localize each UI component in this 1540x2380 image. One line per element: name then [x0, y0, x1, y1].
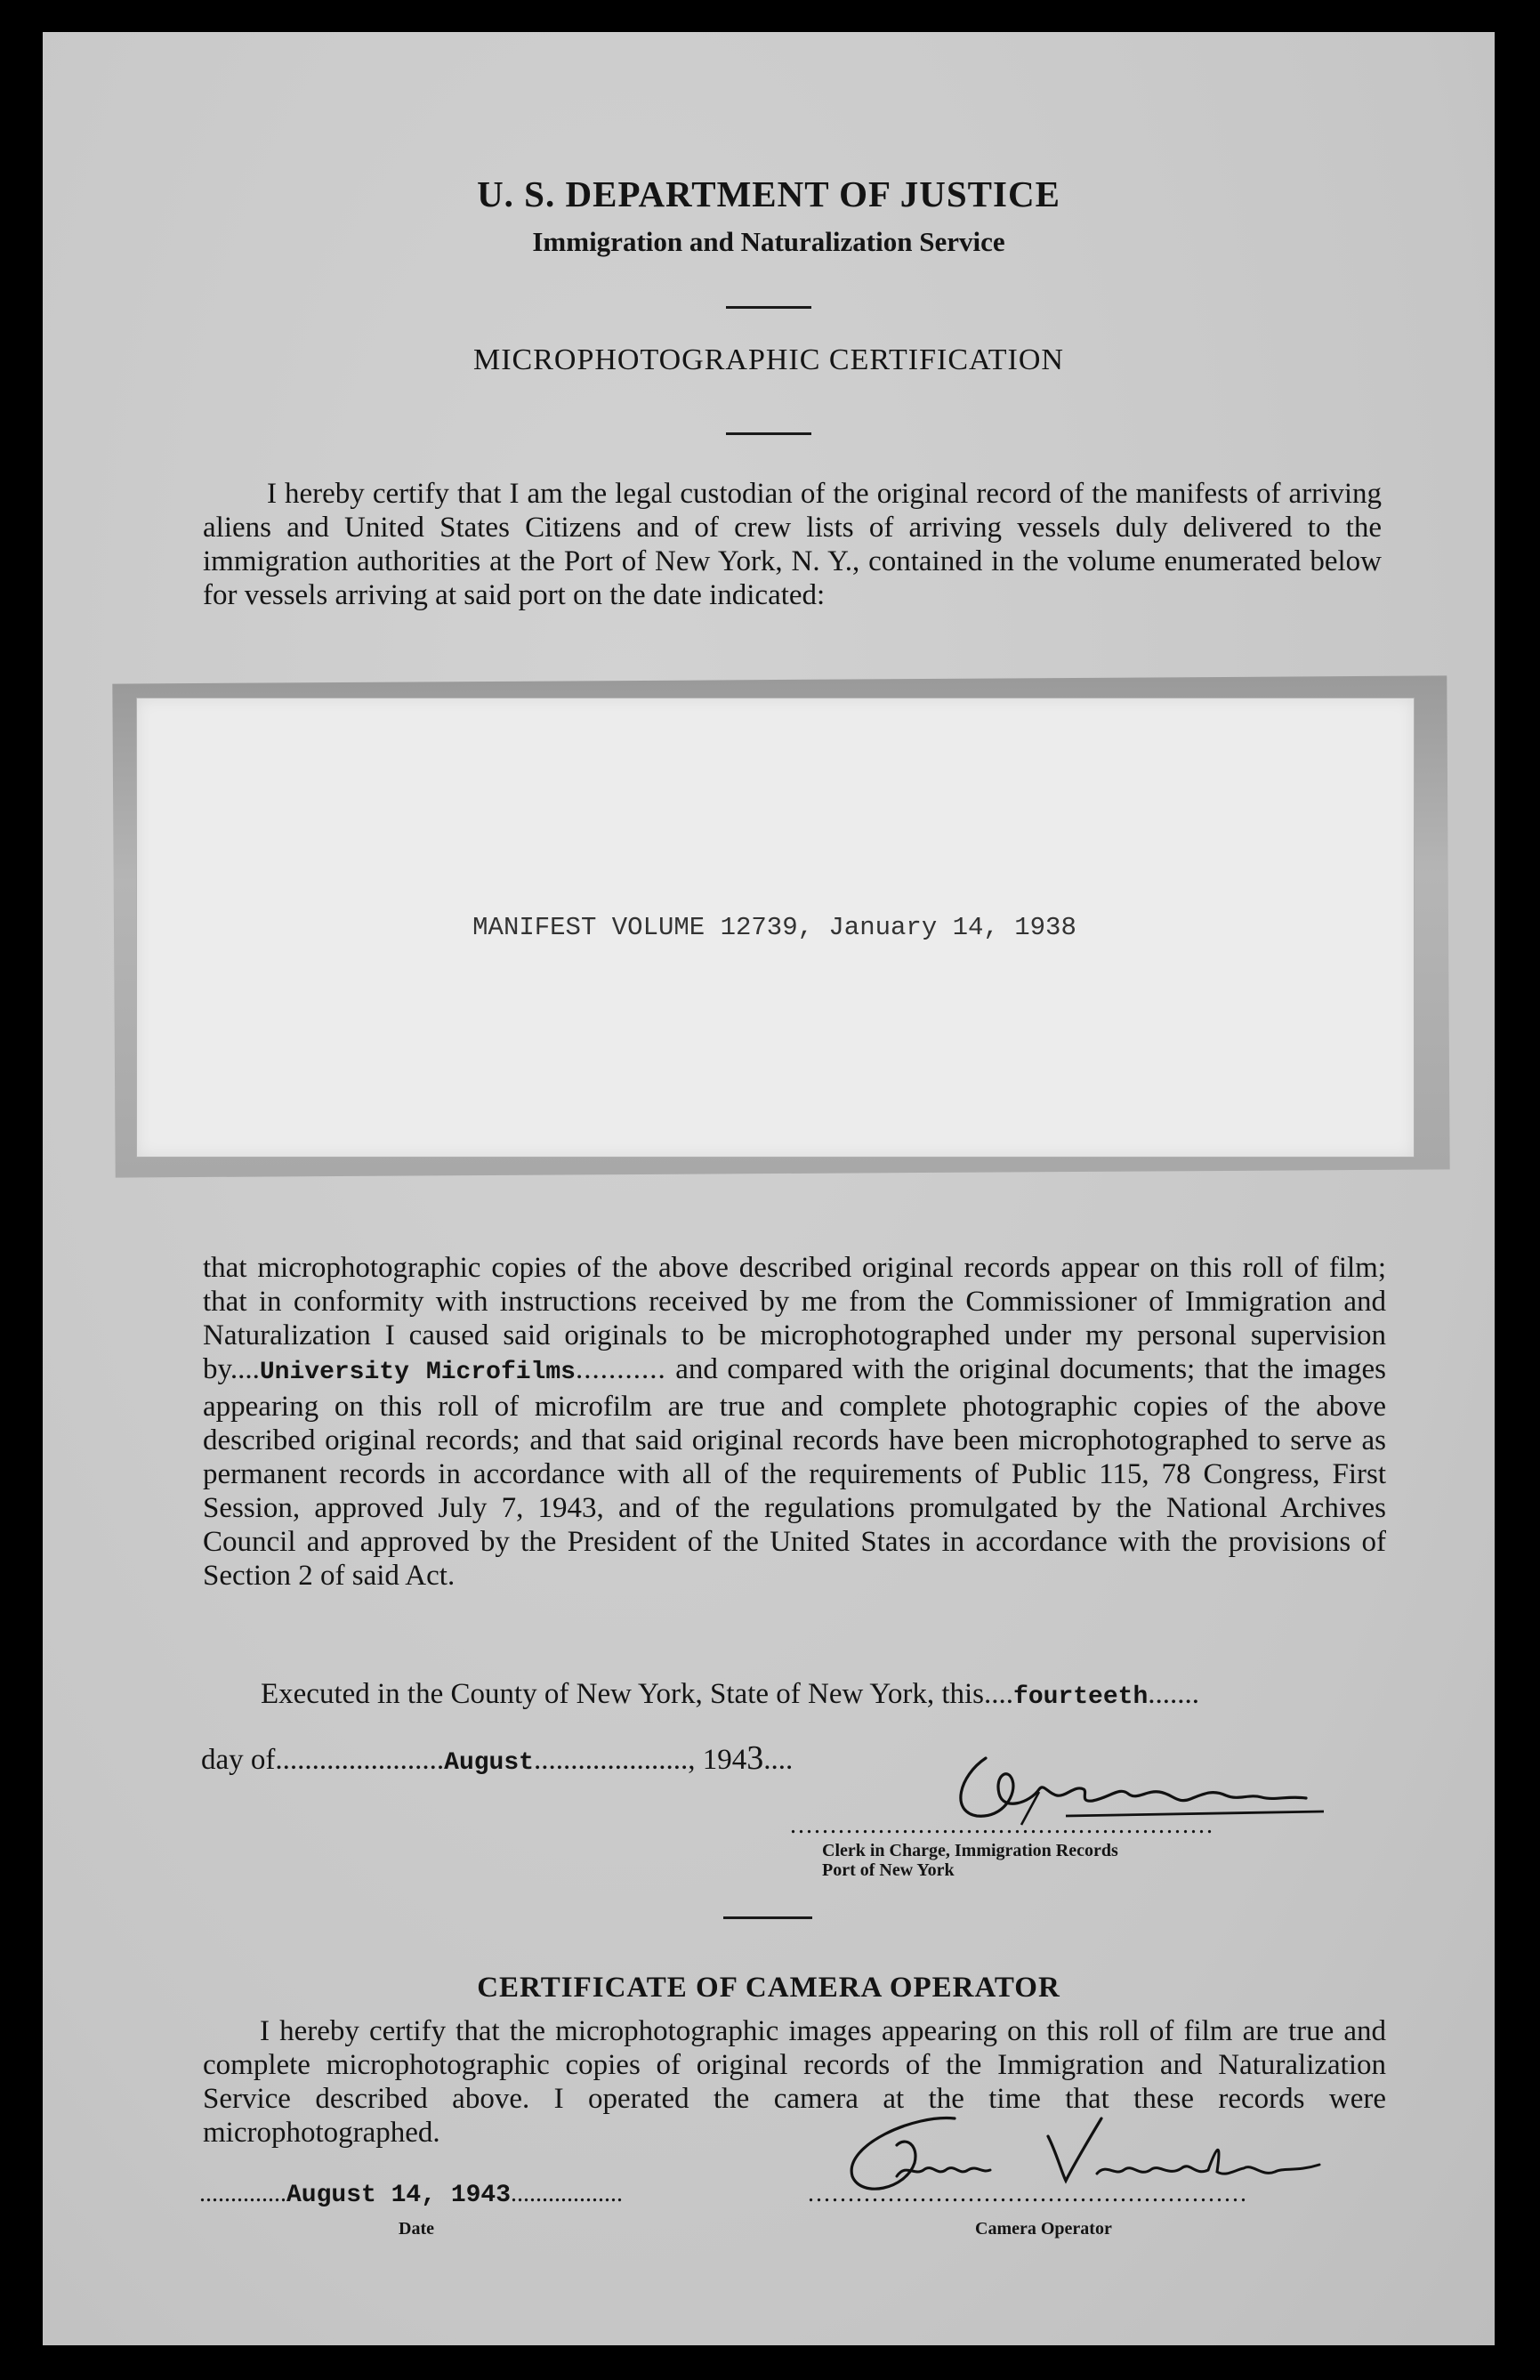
date-line: [199, 2180, 623, 2209]
fill-dots: ...........: [575, 1353, 666, 1385]
date-value: August 14, 1943: [286, 2182, 512, 2209]
camera-text: I hereby certify that the microphotographic images appearing on this roll of film are true and complete microphotographic copies of original records of the Immigration and Naturalization Service described above. I operated the camera at the time that these records were microphotographed.: [203, 2015, 1386, 2149]
divider: [723, 1916, 812, 1919]
certification-title: MICROPHOTOGRAPHIC CERTIFICATION: [472, 343, 1064, 376]
executed-prefix: Executed in the County of New York, State of New York, this....: [261, 1678, 1014, 1710]
body-text-b: and compared with the original documents; that the images appearing on this roll of microfilm are true and complete photographic copies of the above described original records; and that said original records have been microphotographed to serve as permanent records in accordance with all of the requirements of Public 115, 78 Congress, First Session, approved July 7, 1943, and of the regulations promulgated by the National Archives Council and approved by the President of the United States in accordance with the provisions of Section 2 of said Act.: [203, 1353, 1386, 1592]
year-digit: 3: [746, 1739, 764, 1777]
clerk-signature-line: .....................................................: [790, 1811, 1214, 1839]
fill-dots: ....: [763, 1744, 794, 1776]
body-paragraph: [203, 1251, 1386, 1593]
date-label: Date: [399, 2219, 434, 2239]
certificate-page: [43, 32, 1495, 2345]
day-of-line: [201, 1739, 793, 1778]
intro-paragraph: [203, 477, 1382, 612]
executed-line: [261, 1678, 1199, 1711]
clerk-signature: [932, 1740, 1377, 1838]
executed-day: fourteeth: [1013, 1683, 1149, 1711]
manifest-volume-label: MANIFEST VOLUME 12739, January 14, 1938: [472, 913, 1076, 942]
fill-dots: ..............: [199, 2180, 286, 2207]
year-prefix: , 194: [688, 1744, 747, 1776]
divider: [726, 432, 811, 435]
clerk-title: [822, 1841, 1118, 1880]
department-heading: U. S. DEPARTMENT OF JUSTICE: [477, 173, 1060, 214]
fill-dots: .......................: [275, 1744, 445, 1776]
fill-dots: ..................: [511, 2180, 624, 2207]
body-text-a: that microphotographic copies of the above described original records appear on this roll of film; that in conformity with instructions received by me from the Commissioner of Immigration and Naturalization I caused said originals to be microphotographed under my personal supervision by....: [203, 1252, 1386, 1385]
camera-operator-label: Camera Operator: [975, 2219, 1112, 2239]
divider: [726, 306, 811, 309]
fill-dots: .....................: [533, 1744, 689, 1776]
clerk-title-line-2: Port of New York: [822, 1860, 955, 1880]
operator-signature-line: .......................................................: [808, 2180, 1248, 2207]
fill-dots: .......: [1148, 1678, 1200, 1710]
intro-text: I hereby certify that I am the legal custodian of the original record of the manifests of arriving aliens and United States Citizens and of crew lists of arriving vessels duly delivered to the immigration authorities at the Port of New York, N. Y., contained in the volume enumerated below for vessels arriving at said port on the date indicated:: [203, 478, 1382, 611]
clerk-title-line-1: Clerk in Charge, Immigration Records: [822, 1841, 1118, 1860]
month-value: August: [444, 1749, 534, 1777]
camera-operator-heading: CERTIFICATE OF CAMERA OPERATOR: [477, 1972, 1060, 2004]
service-subheading: Immigration and Naturalization Service: [532, 226, 1005, 257]
day-of-label: day of: [201, 1744, 276, 1776]
supervisor-name: University Microfilms: [259, 1359, 576, 1386]
